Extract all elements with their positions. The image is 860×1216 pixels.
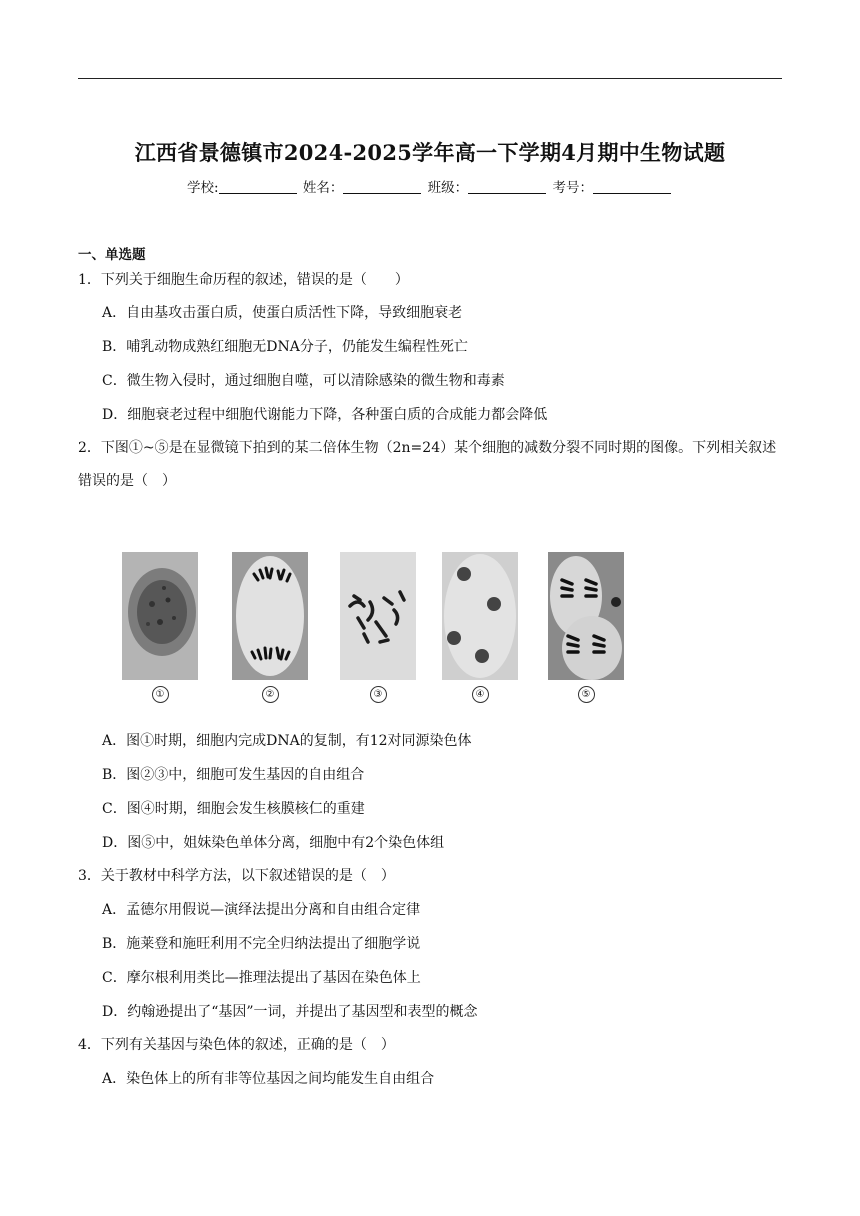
figure-label-2: ② [262,686,279,703]
page-title: 江西省景德镇市2024-2025学年高一下学期4月期中生物试题 [134,140,726,165]
name-blank[interactable] [343,179,421,194]
class-blank[interactable] [468,179,546,194]
figure-label-3: ③ [370,686,387,703]
question-1-option-d: D．细胞衰老过程中细胞代谢能力下降，各种蛋白质的合成能力都会降低 [102,407,548,423]
class-label: 班级： [427,180,469,196]
section-title: 一、单选题 [78,247,146,263]
question-1-option-b: B．哺乳动物成熟红细胞无DNA分子，仍能发生编程性死亡 [102,339,468,355]
question-2-option-a: A．图①时期，细胞内完成DNA的复制，有12对同源染色体 [102,733,472,749]
figure-label-5: ⑤ [578,686,595,703]
school-label: 学校: [187,180,219,196]
student-info-line [0,176,860,196]
figure-label-4: ④ [472,686,489,703]
micrograph-figure [122,552,642,702]
exam-number-blank[interactable] [593,179,671,194]
question-1-stem: 1．下列关于细胞生命历程的叙述，错误的是（ ） [78,272,409,288]
micrograph-panel-4 [442,552,518,680]
figure-label-1: ① [152,686,169,703]
question-3-stem: 3．关于教材中科学方法，以下叙述错误的是（ ） [78,868,395,884]
question-3-option-b: B．施莱登和施旺利用不完全归纳法提出了细胞学说 [102,936,421,952]
question-3-option-c: C．摩尔根利用类比—推理法提出了基因在染色体上 [102,970,421,986]
question-4-option-a: A．染色体上的所有非等位基因之间均能发生自由组合 [102,1071,435,1087]
micrograph-panel-1 [122,552,198,680]
question-3-option-a: A．孟德尔用假说—演绎法提出分离和自由组合定律 [102,902,421,918]
micrograph-panel-3 [340,552,416,680]
question-2-option-c: C．图④时期，细胞会发生核膜核仁的重建 [102,801,365,817]
name-label: 姓名： [302,180,344,196]
micrograph-panel-2 [232,552,308,680]
question-3-option-d: D．约翰逊提出了“基因”一词，并提出了基因型和表型的概念 [102,1004,478,1020]
micrograph-panel-5 [548,552,624,680]
school-blank[interactable] [219,179,297,194]
question-1-option-a: A．自由基攻击蛋白质，使蛋白质活性下降，导致细胞衰老 [102,305,463,321]
question-2-option-d: D．图⑤中，姐妹染色单体分离，细胞中有2个染色体组 [102,835,445,851]
question-4-stem: 4．下列有关基因与染色体的叙述，正确的是（ ） [78,1037,395,1053]
question-2-option-b: B．图②③中，细胞可发生基因的自由组合 [102,767,365,783]
exam-number-label: 考号： [552,180,593,196]
question-1-option-c: C．微生物入侵时，通过细胞自噬，可以清除感染的微生物和毒素 [102,373,505,389]
question-2-stem: 2．下图①~⑤是在显微镜下拍到的某二倍体生物（2n=24）某个细胞的减数分裂不同时期的图像。下列相关叙述错误的是（ ） [78,440,777,489]
header-rule [78,78,782,79]
